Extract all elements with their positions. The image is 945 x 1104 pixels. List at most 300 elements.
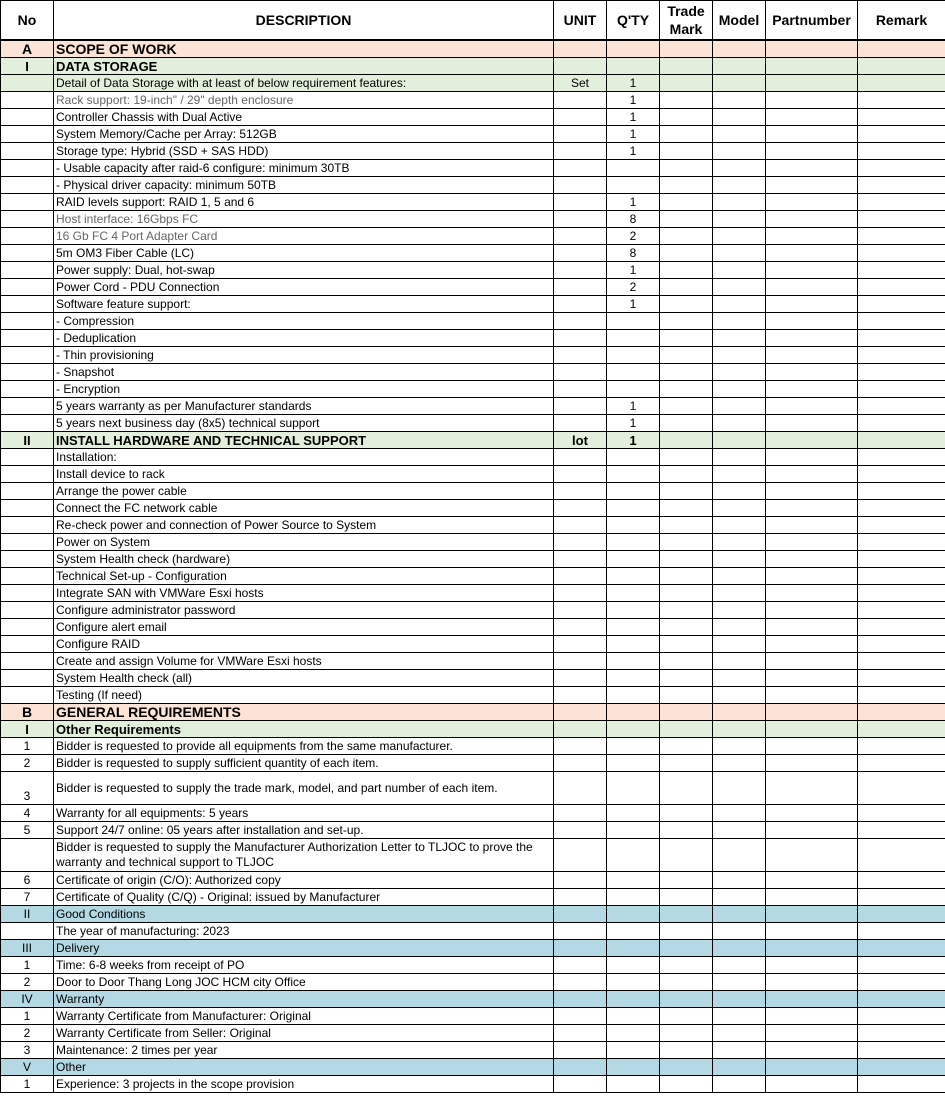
row-remark — [858, 957, 945, 974]
row-partnumber — [766, 738, 858, 755]
row-qty — [607, 872, 660, 889]
row-trademark — [660, 398, 713, 415]
header-model: Model — [713, 1, 766, 41]
table-row — [1, 721, 945, 738]
row-partnumber — [766, 40, 858, 58]
row-model — [713, 279, 766, 296]
table-row — [1, 974, 945, 991]
row-model — [713, 245, 766, 262]
row-qty — [607, 1076, 660, 1093]
row-description: INSTALL HARDWARE AND TECHNICAL SUPPORT — [54, 432, 554, 449]
row-no — [1, 500, 54, 517]
row-model — [713, 40, 766, 58]
header-row — [1, 1, 945, 41]
row-partnumber — [766, 109, 858, 126]
row-model — [713, 738, 766, 755]
row-qty: 1 — [607, 92, 660, 109]
row-no — [1, 466, 54, 483]
row-model — [713, 653, 766, 670]
row-description: DATA STORAGE — [54, 58, 554, 75]
row-unit — [554, 109, 607, 126]
row-description: Create and assign Volume for VMWare Esxi hosts — [54, 653, 554, 670]
row-unit — [554, 755, 607, 772]
row-qty — [607, 160, 660, 177]
row-partnumber — [766, 940, 858, 957]
row-qty — [607, 974, 660, 991]
row-unit — [554, 160, 607, 177]
row-model — [713, 670, 766, 687]
row-unit — [554, 704, 607, 721]
row-model — [713, 1042, 766, 1059]
table-row — [1, 126, 945, 143]
row-description: Warranty Certificate from Manufacturer: Original — [54, 1008, 554, 1025]
row-no — [1, 923, 54, 940]
row-description: Certificate of Quality (C/Q) - Original: issued by Manufacturer — [54, 889, 554, 906]
row-unit — [554, 517, 607, 534]
row-trademark — [660, 466, 713, 483]
table-row — [1, 381, 945, 398]
row-partnumber — [766, 449, 858, 466]
row-trademark — [660, 957, 713, 974]
row-trademark — [660, 109, 713, 126]
row-description: Controller Chassis with Dual Active — [54, 109, 554, 126]
row-qty: 1 — [607, 398, 660, 415]
row-remark — [858, 940, 945, 957]
row-description: Experience: 3 projects in the scope provision — [54, 1076, 554, 1093]
row-remark — [858, 75, 945, 92]
row-remark — [858, 906, 945, 923]
row-unit — [554, 940, 607, 957]
row-remark — [858, 1008, 945, 1025]
row-trademark — [660, 500, 713, 517]
row-partnumber — [766, 194, 858, 211]
row-remark — [858, 1025, 945, 1042]
row-unit — [554, 551, 607, 568]
row-partnumber — [766, 160, 858, 177]
row-qty — [607, 1059, 660, 1076]
row-description: Detail of Data Storage with at least of below requirement features: — [54, 75, 554, 92]
row-no — [1, 126, 54, 143]
row-unit — [554, 58, 607, 75]
row-partnumber — [766, 126, 858, 143]
table-row — [1, 534, 945, 551]
row-unit — [554, 585, 607, 602]
row-unit — [554, 381, 607, 398]
row-description: Testing (If need) — [54, 687, 554, 704]
row-model — [713, 364, 766, 381]
row-remark — [858, 923, 945, 940]
row-description: Connect the FC network cable — [54, 500, 554, 517]
row-model — [713, 568, 766, 585]
header-no: No — [1, 1, 54, 41]
table-row — [1, 279, 945, 296]
table-row — [1, 143, 945, 160]
table-row — [1, 330, 945, 347]
table-row — [1, 313, 945, 330]
table-row — [1, 211, 945, 228]
header-description: DESCRIPTION — [54, 1, 554, 41]
row-unit — [554, 670, 607, 687]
table-row — [1, 602, 945, 619]
row-partnumber — [766, 1059, 858, 1076]
row-remark — [858, 177, 945, 194]
row-remark — [858, 517, 945, 534]
row-model — [713, 721, 766, 738]
row-model — [713, 58, 766, 75]
row-unit — [554, 1025, 607, 1042]
row-remark — [858, 483, 945, 500]
row-description: Other — [54, 1059, 554, 1076]
row-model — [713, 126, 766, 143]
row-qty: 1 — [607, 262, 660, 279]
row-no: II — [1, 906, 54, 923]
row-qty: 2 — [607, 279, 660, 296]
row-qty: 1 — [607, 432, 660, 449]
row-description: Door to Door Thang Long JOC HCM city Office — [54, 974, 554, 991]
row-trademark — [660, 704, 713, 721]
row-qty — [607, 670, 660, 687]
row-description: - Encryption — [54, 381, 554, 398]
row-qty — [607, 517, 660, 534]
row-remark — [858, 991, 945, 1008]
row-trademark — [660, 40, 713, 58]
row-trademark — [660, 143, 713, 160]
row-unit — [554, 889, 607, 906]
row-trademark — [660, 449, 713, 466]
row-qty: 8 — [607, 245, 660, 262]
row-trademark — [660, 279, 713, 296]
row-unit: lot — [554, 432, 607, 449]
row-unit — [554, 466, 607, 483]
row-no — [1, 313, 54, 330]
row-partnumber — [766, 687, 858, 704]
row-partnumber — [766, 1042, 858, 1059]
row-qty — [607, 313, 660, 330]
row-partnumber — [766, 619, 858, 636]
row-partnumber — [766, 872, 858, 889]
row-description: Power Cord - PDU Connection — [54, 279, 554, 296]
row-unit — [554, 839, 607, 872]
row-trademark — [660, 721, 713, 738]
row-remark — [858, 228, 945, 245]
row-model — [713, 704, 766, 721]
row-unit — [554, 228, 607, 245]
row-description: Installation: — [54, 449, 554, 466]
row-qty — [607, 957, 660, 974]
row-no — [1, 109, 54, 126]
row-remark — [858, 889, 945, 906]
row-no — [1, 92, 54, 109]
row-no — [1, 415, 54, 432]
table-row — [1, 923, 945, 940]
row-partnumber — [766, 991, 858, 1008]
row-remark — [858, 92, 945, 109]
row-no — [1, 517, 54, 534]
row-trademark — [660, 262, 713, 279]
row-partnumber — [766, 889, 858, 906]
row-unit — [554, 772, 607, 805]
row-description: Warranty for all equipments: 5 years — [54, 805, 554, 822]
row-qty — [607, 805, 660, 822]
row-remark — [858, 822, 945, 839]
table-row — [1, 40, 945, 58]
row-unit — [554, 415, 607, 432]
row-trademark — [660, 347, 713, 364]
row-description: 5 years next business day (8x5) technical support — [54, 415, 554, 432]
row-remark — [858, 500, 945, 517]
row-partnumber — [766, 602, 858, 619]
row-partnumber — [766, 551, 858, 568]
row-unit — [554, 313, 607, 330]
row-no — [1, 262, 54, 279]
row-description: Warranty Certificate from Seller: Original — [54, 1025, 554, 1042]
row-partnumber — [766, 279, 858, 296]
row-description: System Health check (all) — [54, 670, 554, 687]
row-remark — [858, 347, 945, 364]
row-remark — [858, 466, 945, 483]
row-unit — [554, 177, 607, 194]
row-model — [713, 755, 766, 772]
row-remark — [858, 211, 945, 228]
row-no — [1, 619, 54, 636]
table-row — [1, 568, 945, 585]
row-model — [713, 585, 766, 602]
row-remark — [858, 738, 945, 755]
row-partnumber — [766, 670, 858, 687]
row-description: Power on System — [54, 534, 554, 551]
row-trademark — [660, 822, 713, 839]
row-partnumber — [766, 398, 858, 415]
row-qty — [607, 940, 660, 957]
row-trademark — [660, 805, 713, 822]
row-model — [713, 347, 766, 364]
row-qty — [607, 585, 660, 602]
row-remark — [858, 805, 945, 822]
table-row — [1, 704, 945, 721]
row-qty — [607, 1025, 660, 1042]
row-remark — [858, 279, 945, 296]
row-partnumber — [766, 839, 858, 872]
row-model — [713, 889, 766, 906]
row-unit — [554, 822, 607, 839]
row-description: Host interface: 16Gbps FC — [54, 211, 554, 228]
row-remark — [858, 160, 945, 177]
row-no: B — [1, 704, 54, 721]
row-partnumber — [766, 585, 858, 602]
row-qty — [607, 906, 660, 923]
row-remark — [858, 551, 945, 568]
row-unit — [554, 602, 607, 619]
row-trademark — [660, 1059, 713, 1076]
row-unit — [554, 721, 607, 738]
row-model — [713, 1059, 766, 1076]
row-no: 3 — [1, 772, 54, 805]
table-row — [1, 1059, 945, 1076]
row-trademark — [660, 755, 713, 772]
row-no — [1, 160, 54, 177]
row-model — [713, 92, 766, 109]
row-model — [713, 822, 766, 839]
row-remark — [858, 58, 945, 75]
table-row — [1, 160, 945, 177]
row-remark — [858, 364, 945, 381]
row-description: Good Conditions — [54, 906, 554, 923]
row-description: Arrange the power cable — [54, 483, 554, 500]
row-qty — [607, 483, 660, 500]
row-partnumber — [766, 58, 858, 75]
row-no — [1, 839, 54, 872]
row-qty: 1 — [607, 109, 660, 126]
row-trademark — [660, 364, 713, 381]
table-row — [1, 228, 945, 245]
row-description: Install device to rack — [54, 466, 554, 483]
row-remark — [858, 755, 945, 772]
row-qty — [607, 755, 660, 772]
row-remark — [858, 602, 945, 619]
table-row — [1, 805, 945, 822]
row-partnumber — [766, 923, 858, 940]
row-qty: 1 — [607, 75, 660, 92]
table-row — [1, 872, 945, 889]
row-description: Warranty — [54, 991, 554, 1008]
table-row — [1, 432, 945, 449]
row-model — [713, 805, 766, 822]
row-trademark — [660, 991, 713, 1008]
table-row — [1, 415, 945, 432]
row-no — [1, 177, 54, 194]
row-qty — [607, 381, 660, 398]
row-no — [1, 194, 54, 211]
row-unit — [554, 872, 607, 889]
row-model — [713, 974, 766, 991]
row-remark — [858, 534, 945, 551]
row-qty — [607, 839, 660, 872]
row-no: 3 — [1, 1042, 54, 1059]
row-no — [1, 347, 54, 364]
row-unit — [554, 40, 607, 58]
row-no: 1 — [1, 738, 54, 755]
row-description: - Compression — [54, 313, 554, 330]
row-no: 2 — [1, 974, 54, 991]
row-unit — [554, 568, 607, 585]
row-remark — [858, 313, 945, 330]
row-model — [713, 313, 766, 330]
row-no — [1, 211, 54, 228]
row-partnumber — [766, 906, 858, 923]
row-description: 5m OM3 Fiber Cable (LC) — [54, 245, 554, 262]
row-qty — [607, 721, 660, 738]
row-remark — [858, 1059, 945, 1076]
row-no: I — [1, 721, 54, 738]
row-trademark — [660, 330, 713, 347]
row-no — [1, 534, 54, 551]
row-remark — [858, 687, 945, 704]
row-remark — [858, 619, 945, 636]
row-remark — [858, 974, 945, 991]
row-description: Configure alert email — [54, 619, 554, 636]
row-model — [713, 636, 766, 653]
row-description: Bidder is requested to provide all equipments from the same manufacturer. — [54, 738, 554, 755]
row-no — [1, 228, 54, 245]
row-unit — [554, 1008, 607, 1025]
row-no — [1, 75, 54, 92]
row-description: - Thin provisioning — [54, 347, 554, 364]
row-no — [1, 636, 54, 653]
row-no: 7 — [1, 889, 54, 906]
row-no — [1, 364, 54, 381]
row-no: 4 — [1, 805, 54, 822]
table-row — [1, 364, 945, 381]
row-qty — [607, 347, 660, 364]
row-remark — [858, 415, 945, 432]
row-partnumber — [766, 822, 858, 839]
row-remark — [858, 839, 945, 872]
row-qty — [607, 822, 660, 839]
row-trademark — [660, 75, 713, 92]
row-unit — [554, 296, 607, 313]
table-row — [1, 296, 945, 313]
row-partnumber — [766, 177, 858, 194]
row-unit — [554, 1076, 607, 1093]
row-partnumber — [766, 313, 858, 330]
row-qty — [607, 449, 660, 466]
row-unit — [554, 906, 607, 923]
row-unit — [554, 974, 607, 991]
row-qty — [607, 1008, 660, 1025]
row-partnumber — [766, 772, 858, 805]
row-model — [713, 381, 766, 398]
row-no — [1, 449, 54, 466]
row-no: V — [1, 1059, 54, 1076]
row-partnumber — [766, 364, 858, 381]
row-trademark — [660, 1076, 713, 1093]
row-partnumber — [766, 228, 858, 245]
row-no: 2 — [1, 755, 54, 772]
row-no — [1, 551, 54, 568]
row-remark — [858, 653, 945, 670]
row-unit — [554, 398, 607, 415]
row-partnumber — [766, 143, 858, 160]
row-model — [713, 602, 766, 619]
row-qty — [607, 923, 660, 940]
table-row — [1, 1025, 945, 1042]
row-unit: Set — [554, 75, 607, 92]
row-no: IV — [1, 991, 54, 1008]
row-remark — [858, 262, 945, 279]
row-partnumber — [766, 517, 858, 534]
row-trademark — [660, 415, 713, 432]
row-remark — [858, 636, 945, 653]
row-trademark — [660, 923, 713, 940]
table-row — [1, 517, 945, 534]
row-unit — [554, 194, 607, 211]
row-description: Re-check power and connection of Power Source to System — [54, 517, 554, 534]
row-no: I — [1, 58, 54, 75]
table-row — [1, 619, 945, 636]
row-partnumber — [766, 432, 858, 449]
header-trademark: Trade Mark — [660, 1, 713, 41]
row-trademark — [660, 245, 713, 262]
row-partnumber — [766, 974, 858, 991]
header-partnumber: Partnumber — [766, 1, 858, 41]
row-model — [713, 957, 766, 974]
row-trademark — [660, 194, 713, 211]
row-description: Configure administrator password — [54, 602, 554, 619]
row-unit — [554, 126, 607, 143]
row-unit — [554, 805, 607, 822]
row-unit — [554, 364, 607, 381]
row-partnumber — [766, 75, 858, 92]
